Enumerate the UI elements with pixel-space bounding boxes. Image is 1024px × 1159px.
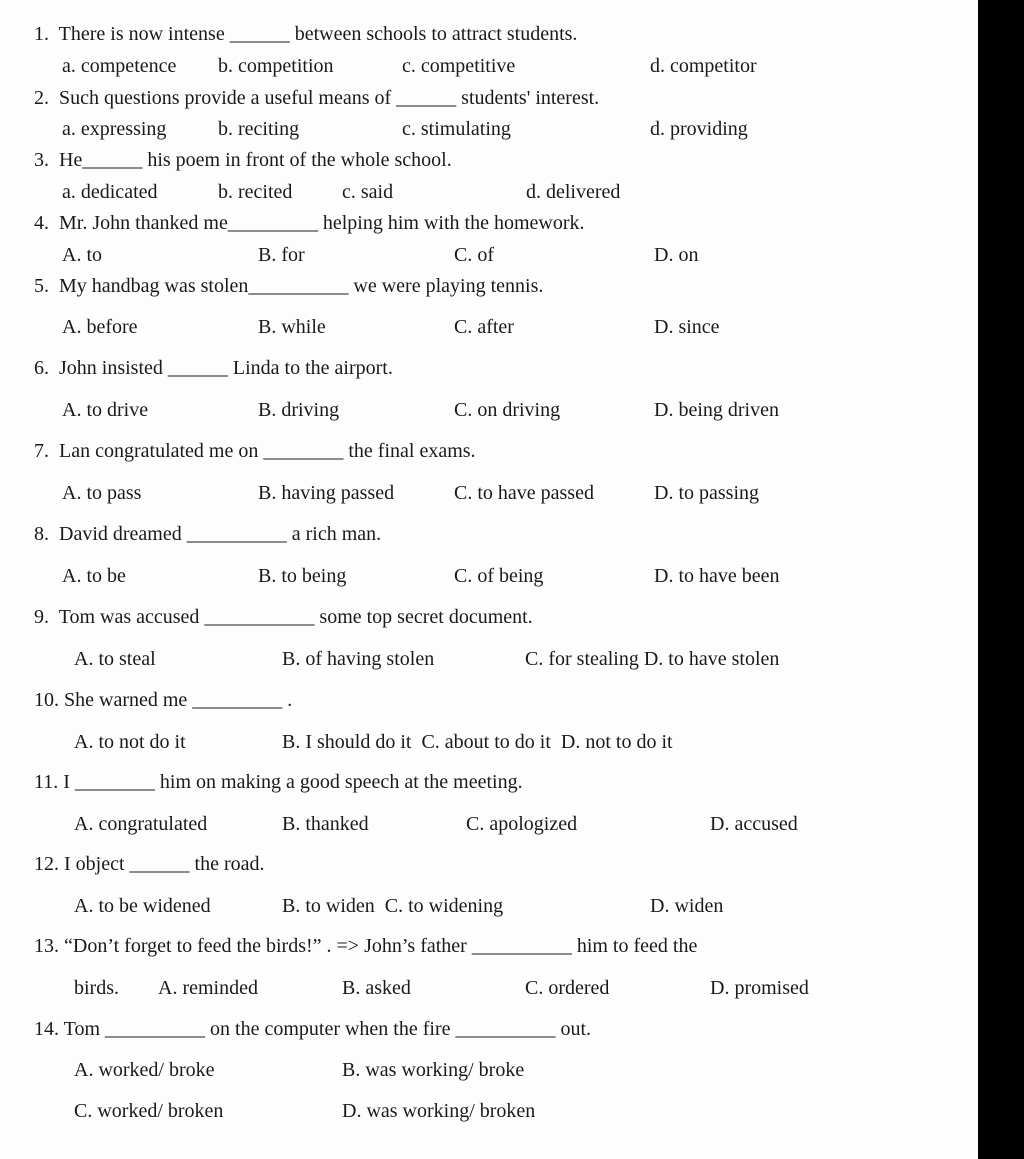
- option: B. I should do it C. about to do it D. not to do it: [282, 731, 673, 753]
- option: B. to widen C. to widening: [282, 895, 504, 917]
- question-3: 3. He______ his poem in front of the whole school.: [34, 149, 452, 171]
- option: c. said: [342, 181, 394, 203]
- question-1: 1. There is now intense ______ between schools to attract students.: [34, 23, 578, 45]
- option: B. driving: [258, 399, 340, 421]
- option: A. to drive: [62, 399, 149, 421]
- option: birds.: [74, 977, 119, 999]
- option: D. promised: [710, 977, 809, 999]
- option: d. providing: [650, 118, 748, 140]
- option: B. having passed: [258, 482, 395, 504]
- question-8: 8. David dreamed __________ a rich man.: [34, 523, 382, 545]
- option: d. delivered: [526, 181, 621, 203]
- question-2: 2. Such questions provide a useful means of ______ students' interest.: [34, 87, 600, 109]
- option: B. while: [258, 316, 326, 338]
- question-14: 14. Tom __________ on the computer when the fire __________ out.: [34, 1018, 592, 1040]
- option: B. asked: [342, 977, 411, 999]
- question-9: 9. Tom was accused ___________ some top secret document.: [34, 606, 533, 628]
- option: A. worked/ broke: [74, 1059, 215, 1081]
- option: B. of having stolen: [282, 648, 435, 670]
- question-10: 10. She warned me _________ .: [34, 689, 293, 711]
- option: D. since: [654, 316, 720, 338]
- question-12: 12. I object ______ the road.: [34, 853, 265, 875]
- option: D. to passing: [654, 482, 759, 504]
- option: B. was working/ broke: [342, 1059, 525, 1081]
- question-13: 13. “Don’t forget to feed the birds!” . => John’s father __________ him to feed the: [34, 935, 698, 957]
- option: C. of: [454, 244, 494, 266]
- option: d. competitor: [650, 55, 757, 77]
- option: A. to steal: [74, 648, 156, 670]
- option: D. was working/ broken: [342, 1100, 536, 1122]
- option: D. to have been: [654, 565, 780, 587]
- option: A. before: [62, 316, 138, 338]
- option: D. on: [654, 244, 699, 266]
- option: b. recited: [218, 181, 293, 203]
- option: C. on driving: [454, 399, 561, 421]
- option: C. after: [454, 316, 514, 338]
- option: c. stimulating: [402, 118, 511, 140]
- option: C. to have passed: [454, 482, 594, 504]
- option: C. for stealing D. to have stolen: [525, 648, 780, 670]
- question-6: 6. John insisted ______ Linda to the airport.: [34, 357, 393, 379]
- question-7: 7. Lan congratulated me on ________ the final exams.: [34, 440, 476, 462]
- option: a. dedicated: [62, 181, 158, 203]
- option: A. to not do it: [74, 731, 186, 753]
- option: C. apologized: [466, 813, 578, 835]
- option: B. for: [258, 244, 305, 266]
- option: A. to: [62, 244, 102, 266]
- option: c. competitive: [402, 55, 516, 77]
- option: b. reciting: [218, 118, 300, 140]
- option: b. competition: [218, 55, 334, 77]
- option: a. expressing: [62, 118, 167, 140]
- option: A. congratulated: [74, 813, 208, 835]
- black-border: [978, 0, 1024, 1159]
- question-4: 4. Mr. John thanked me_________ helping him with the homework.: [34, 212, 585, 234]
- option: A. to be: [62, 565, 126, 587]
- option: A. to be widened: [74, 895, 211, 917]
- option: B. to being: [258, 565, 347, 587]
- option: D. accused: [710, 813, 798, 835]
- option: D. being driven: [654, 399, 779, 421]
- option: C. of being: [454, 565, 544, 587]
- option: a. competence: [62, 55, 177, 77]
- question-11: 11. I ________ him on making a good speech at the meeting.: [34, 771, 523, 793]
- question-5: 5. My handbag was stolen__________ we were playing tennis.: [34, 275, 544, 297]
- option: A. reminded: [158, 977, 258, 999]
- option: D. widen: [650, 895, 724, 917]
- option: A. to pass: [62, 482, 142, 504]
- option: C. ordered: [525, 977, 610, 999]
- option: C. worked/ broken: [74, 1100, 224, 1122]
- option: B. thanked: [282, 813, 369, 835]
